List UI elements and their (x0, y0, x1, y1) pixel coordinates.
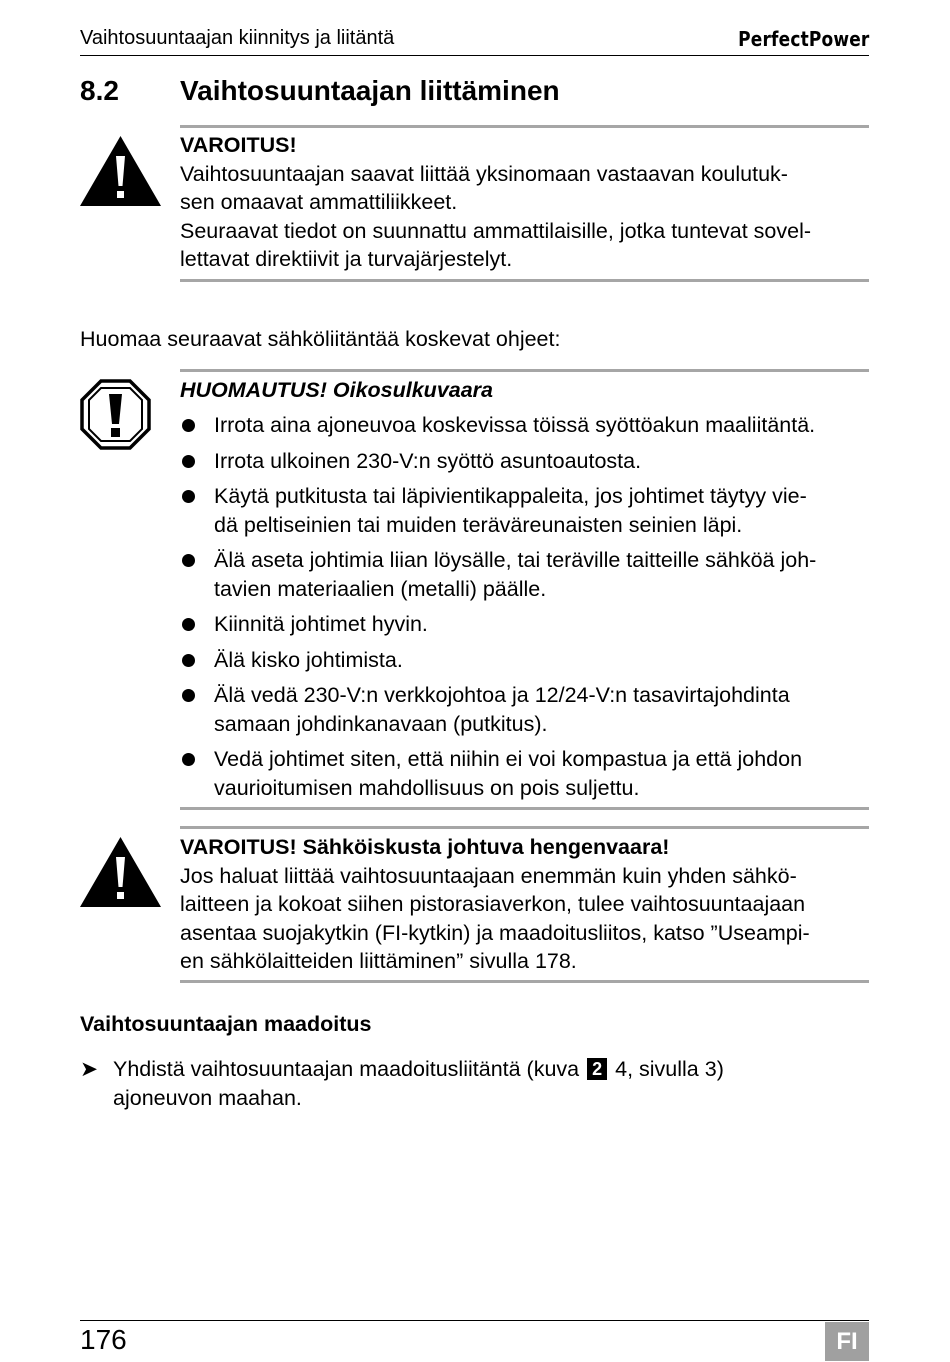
list-item: Kiinnitä johtimet hyvin. (180, 610, 870, 639)
page-number: 176 (80, 1324, 127, 1355)
warning-2-line: asentaa suojakytkin (FI-kytkin) ja maadoitusliitos, katso ”Useampi- (180, 920, 810, 945)
list-item: Älä aseta johtimia liian löysälle, tai teräville taitteille sähköä joh- tavien materiaalien (metalli) päälle. (180, 546, 870, 603)
bullet-dot-icon (182, 419, 195, 432)
warning-1-line: sen omaavat ammattiliikkeet. (180, 190, 458, 214)
intro-text: Huomaa seuraavat sähköliitäntää koskevat ohjeet: (80, 327, 561, 351)
bullet-dot-icon (182, 753, 195, 766)
warning-1-line: Seuraavat tiedot on suunnattu ammattilaisille, jotka tuntevat sovel- (180, 218, 812, 243)
notice-rule-bottom (180, 807, 869, 810)
notice-octagon-icon (80, 379, 151, 450)
language-badge: FI (825, 1322, 869, 1361)
notice-bullet-list (180, 411, 870, 809)
list-item: Irrota aina ajoneuvoa koskevissa töissä syöttöakun maaliitäntä. (180, 411, 870, 440)
warning-1-title: VAROITUS! (180, 133, 297, 157)
section-number: 8.2 (80, 75, 119, 106)
header-rule (80, 55, 869, 56)
list-item: Vedä johtimet siten, että niihin ei voi kompastua ja että johdon vaurioitumisen mahdollisuus on pois suljettu. (180, 745, 870, 802)
bullet-dot-icon (182, 455, 195, 468)
warning-triangle-icon (80, 837, 161, 907)
warning-1-line: lettavat direktiivit ja turvajärjestelyt. (180, 247, 513, 271)
warning-rule-bottom (180, 980, 869, 983)
warning-triangle-icon (80, 136, 161, 206)
step-arrow-icon: ➤ (80, 1057, 99, 1081)
bullet-dot-icon (182, 654, 195, 667)
bullet-dot-icon (182, 554, 195, 567)
bullet-dot-icon (182, 618, 195, 631)
step-text: 4, sivulla 3) (615, 1057, 724, 1081)
warning-2 (180, 833, 870, 976)
bullet-dot-icon (182, 689, 195, 702)
warning-2-title: VAROITUS! Sähköiskusta johtuva hengenvaara! (180, 835, 670, 859)
section-title: Vaihtosuuntaajan liittäminen (180, 75, 560, 106)
list-item: Irrota ulkoinen 230-V:n syöttö asuntoautosta. (180, 447, 870, 476)
figure-reference-badge: 2 (587, 1058, 607, 1080)
running-header: Vaihtosuuntaajan kiinnitys ja liitäntä (80, 27, 395, 49)
notice-rule-top (180, 369, 869, 372)
warning-rule-bottom (180, 279, 869, 282)
warning-1-line: Vaihtosuuntaajan saavat liittää yksinomaan vastaavan koulutuk- (180, 161, 788, 186)
notice-title: HUOMAUTUS! Oikosulkuvaara (180, 378, 494, 402)
footer-rule (80, 1320, 869, 1321)
warning-2-line: en sähkölaitteiden liittäminen” sivulla 178. (180, 949, 577, 973)
list-item: Älä kisko johtimista. (180, 646, 870, 675)
warning-2-line: Jos haluat liittää vaihtosuuntaajaan enemmän kuin yhden sähkö- (180, 863, 797, 888)
list-item: Käytä putkitusta tai läpivientikappaleita, jos johtimet täytyy vie- dä peltiseinien tai muiden teräväreunaisten seinien läpi. (180, 482, 870, 539)
warning-2-line: laitteen ja kokoat siihen pistorasiaverkon, tulee vaihtosuuntaajaan (180, 892, 806, 916)
subsection-heading: Vaihtosuuntaajan maadoitus (80, 1012, 372, 1036)
list-item: Älä vedä 230-V:n verkkojohtoa ja 12/24-V:n tasavirtajohdinta samaan johdinkanavaan (putkitus). (180, 681, 870, 738)
bullet-dot-icon (182, 490, 195, 503)
warning-rule-top (180, 826, 869, 829)
step-text: ajoneuvon maahan. (113, 1085, 302, 1110)
step-text: Yhdistä vaihtosuuntaajan maadoitusliitäntä (kuva (113, 1057, 580, 1081)
brand-name: PerfectPower (737, 27, 869, 51)
warning-1 (180, 131, 870, 274)
warning-rule-top (180, 125, 869, 128)
